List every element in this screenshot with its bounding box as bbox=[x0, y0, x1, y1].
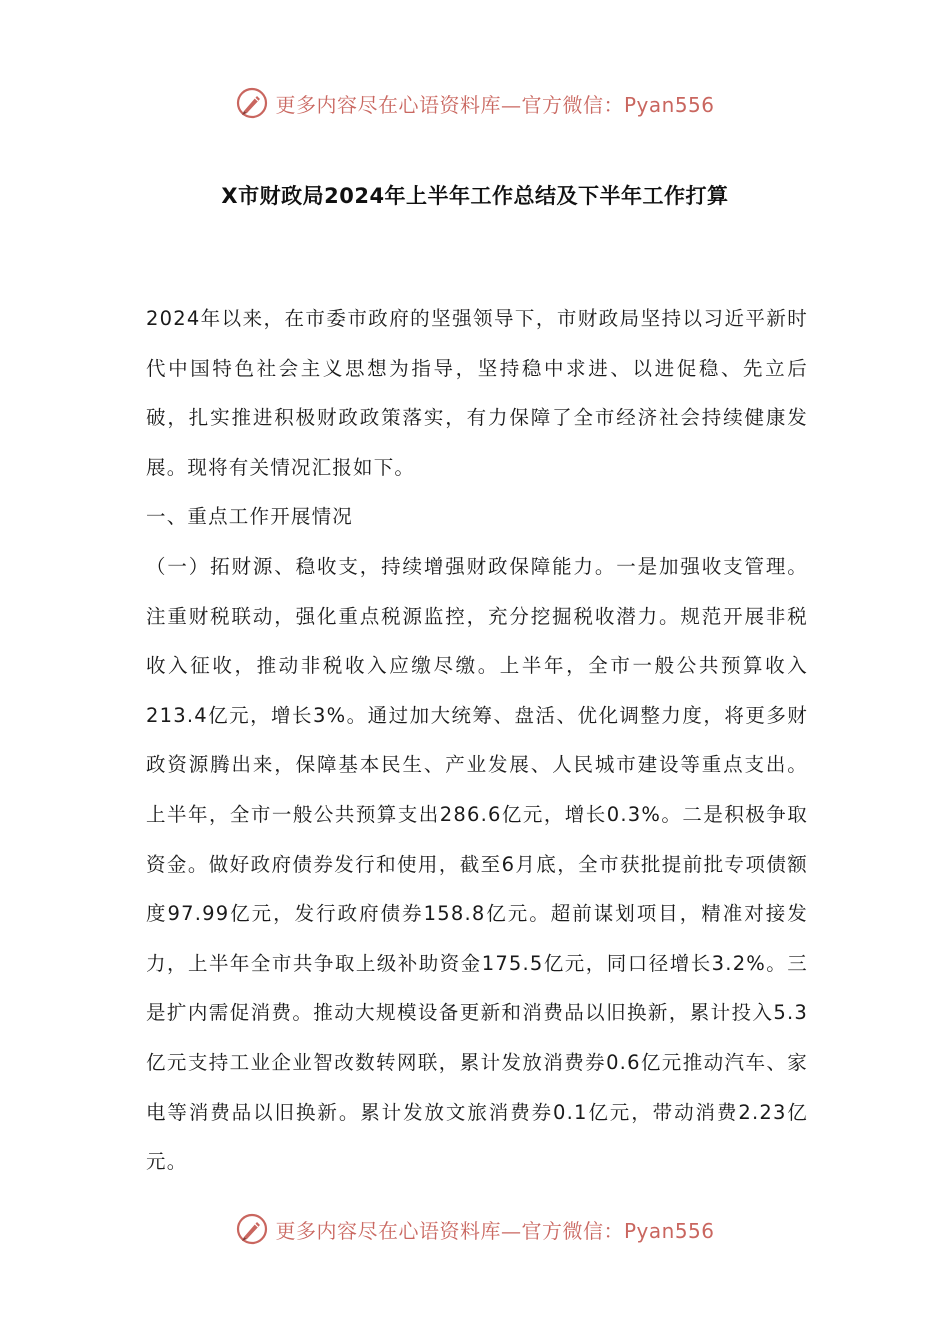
watermark-text: 更多内容尽在心语资料库—官方微信：Pyan556 bbox=[275, 1218, 715, 1243]
paragraph-intro: 2024年以来，在市委市政府的坚强领导下，市财政局坚持以习近平新时代中国特色社会主义思想为指导，坚持稳中求进、以进促稳、先立后破，扎实推进积极财政政策落实，有力保障了全市经济社会持续健康发展。现将有关情况汇报如下。 bbox=[146, 307, 808, 479]
watermark-banner-bottom bbox=[0, 1209, 950, 1249]
pen-logo-icon bbox=[235, 1212, 269, 1246]
watermark-text: 更多内容尽在心语资料库—官方微信：Pyan556 bbox=[275, 92, 715, 117]
section-heading: 一、重点工作开展情况 bbox=[146, 505, 354, 529]
watermark-banner-top bbox=[0, 83, 950, 123]
paragraph-section-1: （一）拓财源、稳收支，持续增强财政保障能力。一是加强收支管理。注重财税联动，强化重点税源监控，充分挖掘税收潜力。规范开展非税收入征收，推动非税收入应缴尽缴。上半年，全市一般公共预算收入213.4亿元，增长3%。通过加大统筹、盘活、优化调整力度，将更多财政资源腾出来，保障基本民生、产业发展、人民城市建设等重点支出。上半年，全市一般公共预算支出286.6亿元，增长0.3%。二是积极争取资金。做好政府债券发行和使用，截至6月底，全市获批提前批专项债额度97.99亿元，发行政府债券158.8亿元。超前谋划项目，精准对接发力，上半年全市共争取上级补助资金175.5亿元，同口径增长3.2%。三是扩内需促消费。推动大规模设备更新和消费品以旧换新，累计投入5.3亿元支持工业企业智改数转网联，累计发放消费券0.6亿元推动汽车、家电等消费品以旧换新。累计发放文旅消费券0.1亿元，带动消费2.23亿元。 bbox=[146, 554, 808, 1174]
document-body bbox=[146, 294, 808, 1187]
document-title: X市财政局2024年上半年工作总结及下半年工作打算 bbox=[221, 184, 729, 208]
pen-logo-icon bbox=[235, 86, 269, 120]
